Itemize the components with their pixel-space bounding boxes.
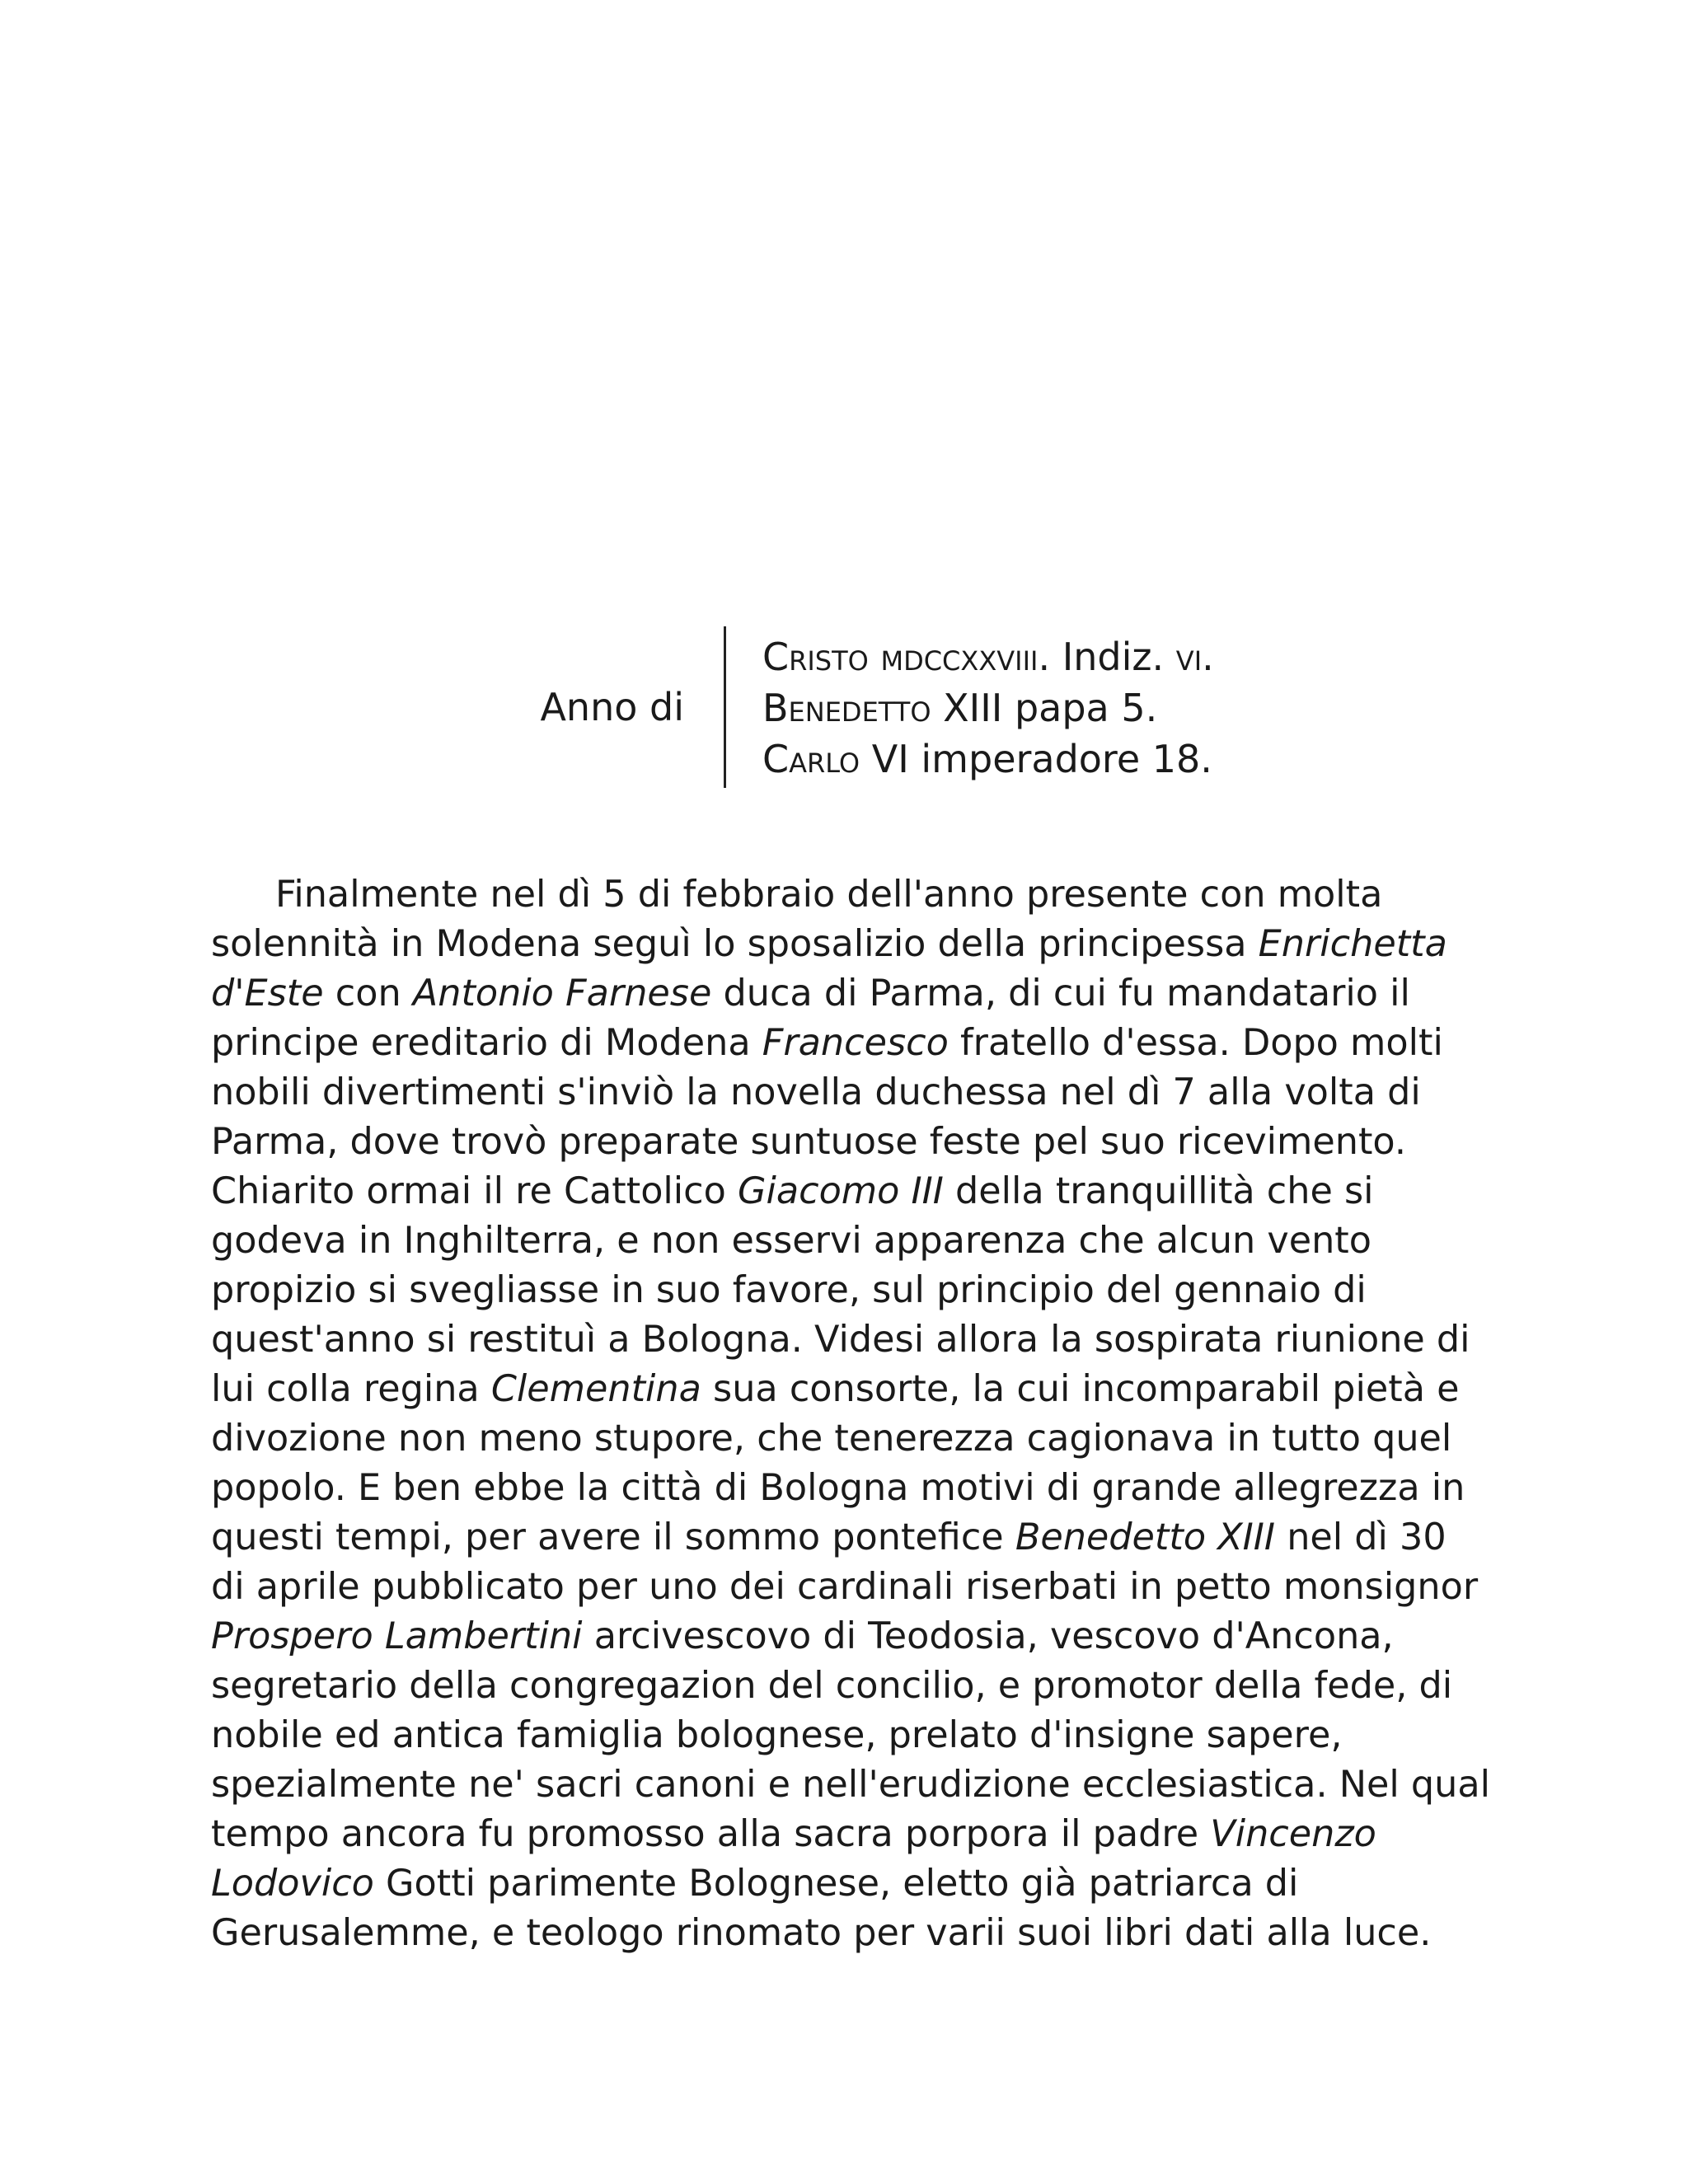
era-cristo-rest: . Indiz. [1038,635,1176,679]
text-line: segretario della congregazion del concilio, e promotor della fede, di [211,1665,1453,1707]
paragraph [211,870,1491,1958]
person-name: d'Este [211,972,324,1015]
text-line [211,920,1472,969]
era-line-cristo [762,631,1214,682]
era-cristo-indiz: vi [1175,635,1203,679]
text-run: fratello d'essa. Dopo molti [948,1022,1443,1064]
text-line: Gerusalemme, e teologo rinomato per varii suoi libri dati alla luce. [211,1912,1432,1954]
text-line: nobili divertimenti s'inviò la novella duchessa nel dì 7 alla volta di [211,1071,1421,1113]
text-run: arcivescovo di Teodosia, vescovo d'Ancona, [582,1615,1394,1657]
person-name: Enrichetta [1258,923,1447,965]
body-paragraph [211,870,1491,1958]
text-line: nobile ed antica famiglia bolognese, prelato d'insigne sapere, [211,1714,1343,1756]
person-name: Vincenzo [1210,1813,1376,1855]
era-benedetto-rest: XIII papa 5. [931,686,1158,730]
year-heading [0,626,1688,791]
text-run: sua consorte, la cui incomparabil pietà e [701,1368,1460,1410]
text-line: spezialmente ne' sacri canoni e nell'erudizione ecclesiastica. Nel qual [211,1764,1491,1806]
text-run: duca di Parma, di cui fu mandatario il [711,972,1410,1015]
text-run: della tranquillità che si [943,1170,1374,1212]
text-run: con [323,972,413,1015]
person-name: Lodovico [211,1863,374,1905]
text-line [211,1859,1472,1909]
era-benedetto-sc: Benedetto [762,686,931,730]
text-line: popolo. E ben ebbe la città di Bologna motivi di grande allegrezza in [211,1467,1465,1509]
text-line: di aprile pubblicato per uno dei cardinali riserbati in petto monsignor [211,1566,1479,1608]
text-line: godeva in Inghilterra, e non esservi apparenza che alcun vento [211,1220,1372,1262]
text-line [211,1513,1472,1563]
era-carlo-sc: Carlo [762,737,860,781]
text-run: Gotti parimente Bolognese, eletto già patriarca di [373,1863,1299,1905]
text-run: tempo ancora fu promosso alla sacra porpora il padre [211,1813,1211,1855]
era-cristo-sc: Cristo mdccxxviii [762,635,1039,679]
text-line [211,1167,1472,1216]
era-lines [762,631,1214,785]
text-line: quest'anno si restituì a Bologna. Videsi allora la sospirata riunione di [211,1319,1470,1361]
person-name: Prospero Lambertini [211,1615,583,1657]
era-line-carlo [762,733,1214,785]
text-run: nel dì 30 [1275,1516,1447,1558]
anno-di-label: Anno di [540,685,684,729]
person-name: Antonio Farnese [412,972,712,1015]
person-name: Francesco [762,1022,949,1064]
text-line [211,1810,1472,1859]
era-cristo-end: . [1202,635,1214,679]
text-run: principe ereditario di Modena [211,1022,762,1064]
text-line: Finalmente nel dì 5 di febbraio dell'anno presente con molta [275,874,1383,916]
text-line [211,1365,1472,1414]
text-line [211,969,1472,1019]
person-name: Clementina [490,1368,701,1410]
text-line [211,1019,1472,1068]
text-run: solennità in Modena seguì lo sposalizio della principessa [211,923,1259,965]
era-carlo-rest: VI imperadore 18. [860,737,1212,781]
text-line [211,1612,1472,1661]
text-run: lui colla regina [211,1368,491,1410]
heading-divider [724,626,726,788]
text-run: questi tempi, per avere il sommo pontefice [211,1516,1015,1558]
person-name: Giacomo III [738,1170,944,1212]
text-run: Chiarito ormai il re Cattolico [211,1170,738,1212]
text-line: Parma, dove trovò preparate suntuose feste pel suo ricevimento. [211,1121,1406,1163]
text-line: propizio si svegliasse in suo favore, sul principio del gennaio di [211,1269,1367,1311]
era-line-benedetto [762,682,1214,733]
person-name: Benedetto XIII [1015,1516,1276,1558]
text-line: divozione non meno stupore, che tenerezza cagionava in tutto quel [211,1418,1452,1460]
